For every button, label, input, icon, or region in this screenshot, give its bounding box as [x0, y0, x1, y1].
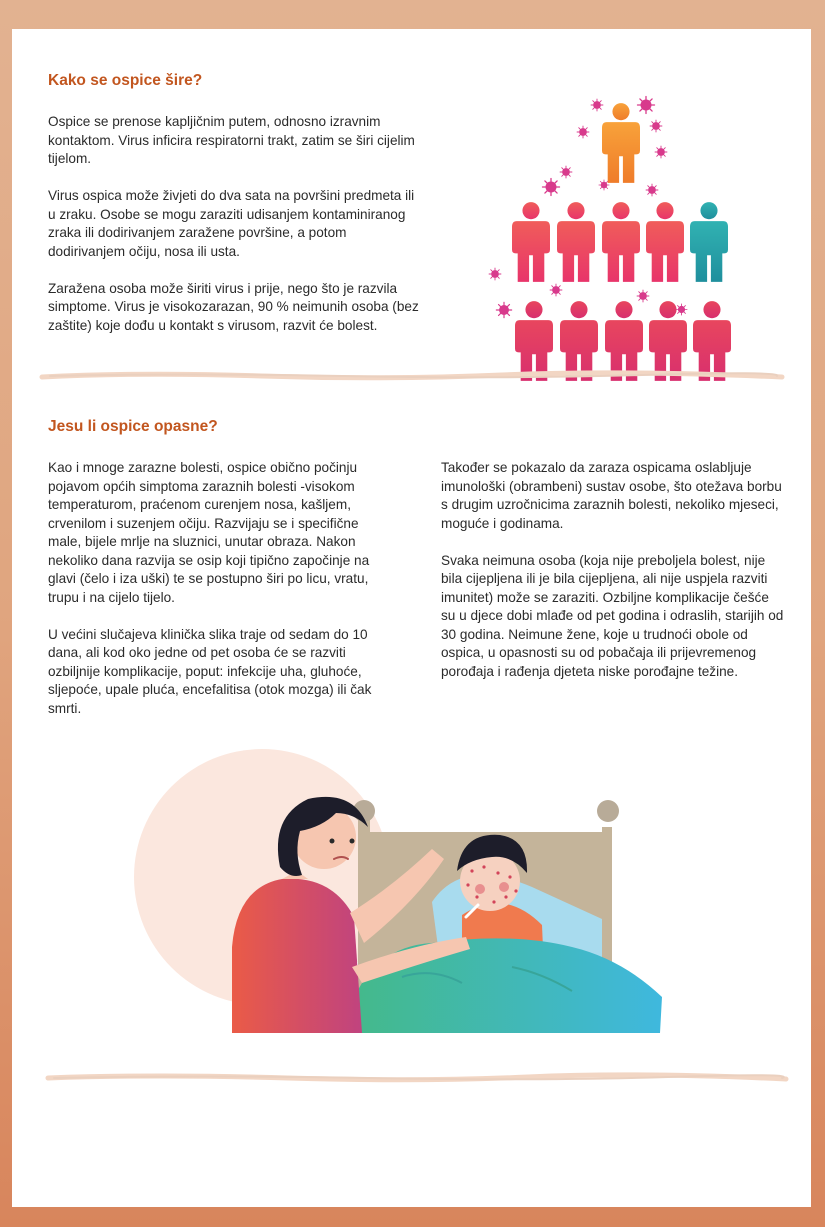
virus-icon [577, 126, 589, 138]
person-icon [515, 301, 553, 381]
virus-icon [655, 146, 667, 158]
paragraph: Kao i mnoge zarazne bolesti, ospice obično počinju pojavom općih simptoma zaraznih bolesti -visokom temperaturom, praćenom curenjem nosa, kašljem, crvenilom i suzenjem očiju. Razvijaju se i specifične male, bijele mrlje na sluznici, unutar obraza. Nakon nekoliko dana razvija se osip koji tipično započinje na glavi (čelo i iza uški) te se postupno širi po licu, vratu, trupu i na cijelo tijelo. [48, 460, 370, 605]
section-text-danger-left [48, 459, 390, 718]
page-sheet [12, 29, 811, 1207]
virus-icon [637, 290, 649, 302]
paragraph: Virus ospica može živjeti do dva sata na površini predmeta ili u zraku. Osobe se mogu zaraziti udisanjem kontaminiranog zraka ili dodirivanjem zaražene površine, a potom dodirivanjem očiju, nosa ili usta. [48, 188, 415, 259]
sick-child-illustration [132, 747, 662, 1033]
virus-icon [489, 268, 501, 280]
brush-divider [42, 370, 782, 382]
paragraph: Zaražena osoba može širiti virus i prije, nego što je razvila simptome. Virus je visokozarazan, 90 % neimunih osoba (bez zaštite) koje dođu u kontakt s virusom, razvit će bolest. [48, 280, 419, 333]
virus-icon [676, 304, 687, 315]
section-heading-spread: Kako se ospice šire? [48, 72, 203, 89]
section-text-spread [48, 113, 420, 335]
virus-icon [496, 302, 511, 317]
section-heading-danger: Jesu li ospice opasne? [48, 418, 218, 435]
virus-icon [560, 166, 572, 178]
virus-icon [543, 179, 560, 196]
virus-icon [591, 99, 603, 111]
paragraph: Svaka neimuna osoba (koja nije preboljela bolest, nije bila cijepljena ili je bila cijepljena, ali nije uspjela razviti imunitet) može se zaraziti. Ozbiljne komplikacije češće su u djece dobi mlađe od pet godina i odraslih, starijih od 30 godina. Neimune žene, koje u trudnoći obole od ospica, u opasnosti su od pobačaja ili prijevremenog porođaja i rađenja djeteta niske porođajne težine. [441, 552, 784, 679]
person-icon [693, 301, 731, 381]
paragraph: Ospice se prenose kapljičnim putem, odnosno izravnim kontaktom. Virus inficira respiratorni trakt, zatim se širi cijelim tijelom. [48, 114, 415, 166]
person-icon [557, 202, 595, 282]
virus-icon [646, 184, 658, 196]
brush-divider [48, 1072, 788, 1084]
paragraph: Također se pokazalo da zaraza ospicama oslabljuje imunološki (obrambeni) sustav osobe, što otežava borbu s drugim uzročnicima zaraznih bolesti, nekoliko mjeseci, moguće i godinama. [441, 460, 782, 531]
immune-person-icon [690, 202, 728, 282]
person-icon [512, 202, 550, 282]
person-icon [560, 301, 598, 381]
virus-icon [599, 180, 609, 190]
virus-icon [550, 284, 562, 296]
paragraph: U većini slučajeva klinička slika traje od sedam do 10 dana, ali kod oko jedne od pet osoba će se razviti ozbiljnije komplikacije, poput: infekcije uha, gluhoće, sljepoće, upale pluća, encefalitisa (otok mozga) ili čak smrti. [48, 626, 372, 716]
person-icon [646, 202, 684, 282]
person-icon [605, 301, 643, 381]
section-text-danger-right [441, 459, 784, 681]
virus-icon [650, 120, 662, 132]
infected-person-icon [602, 103, 640, 183]
virus-icon [638, 97, 655, 114]
transmission-illustration [475, 67, 755, 357]
person-icon [602, 202, 640, 282]
